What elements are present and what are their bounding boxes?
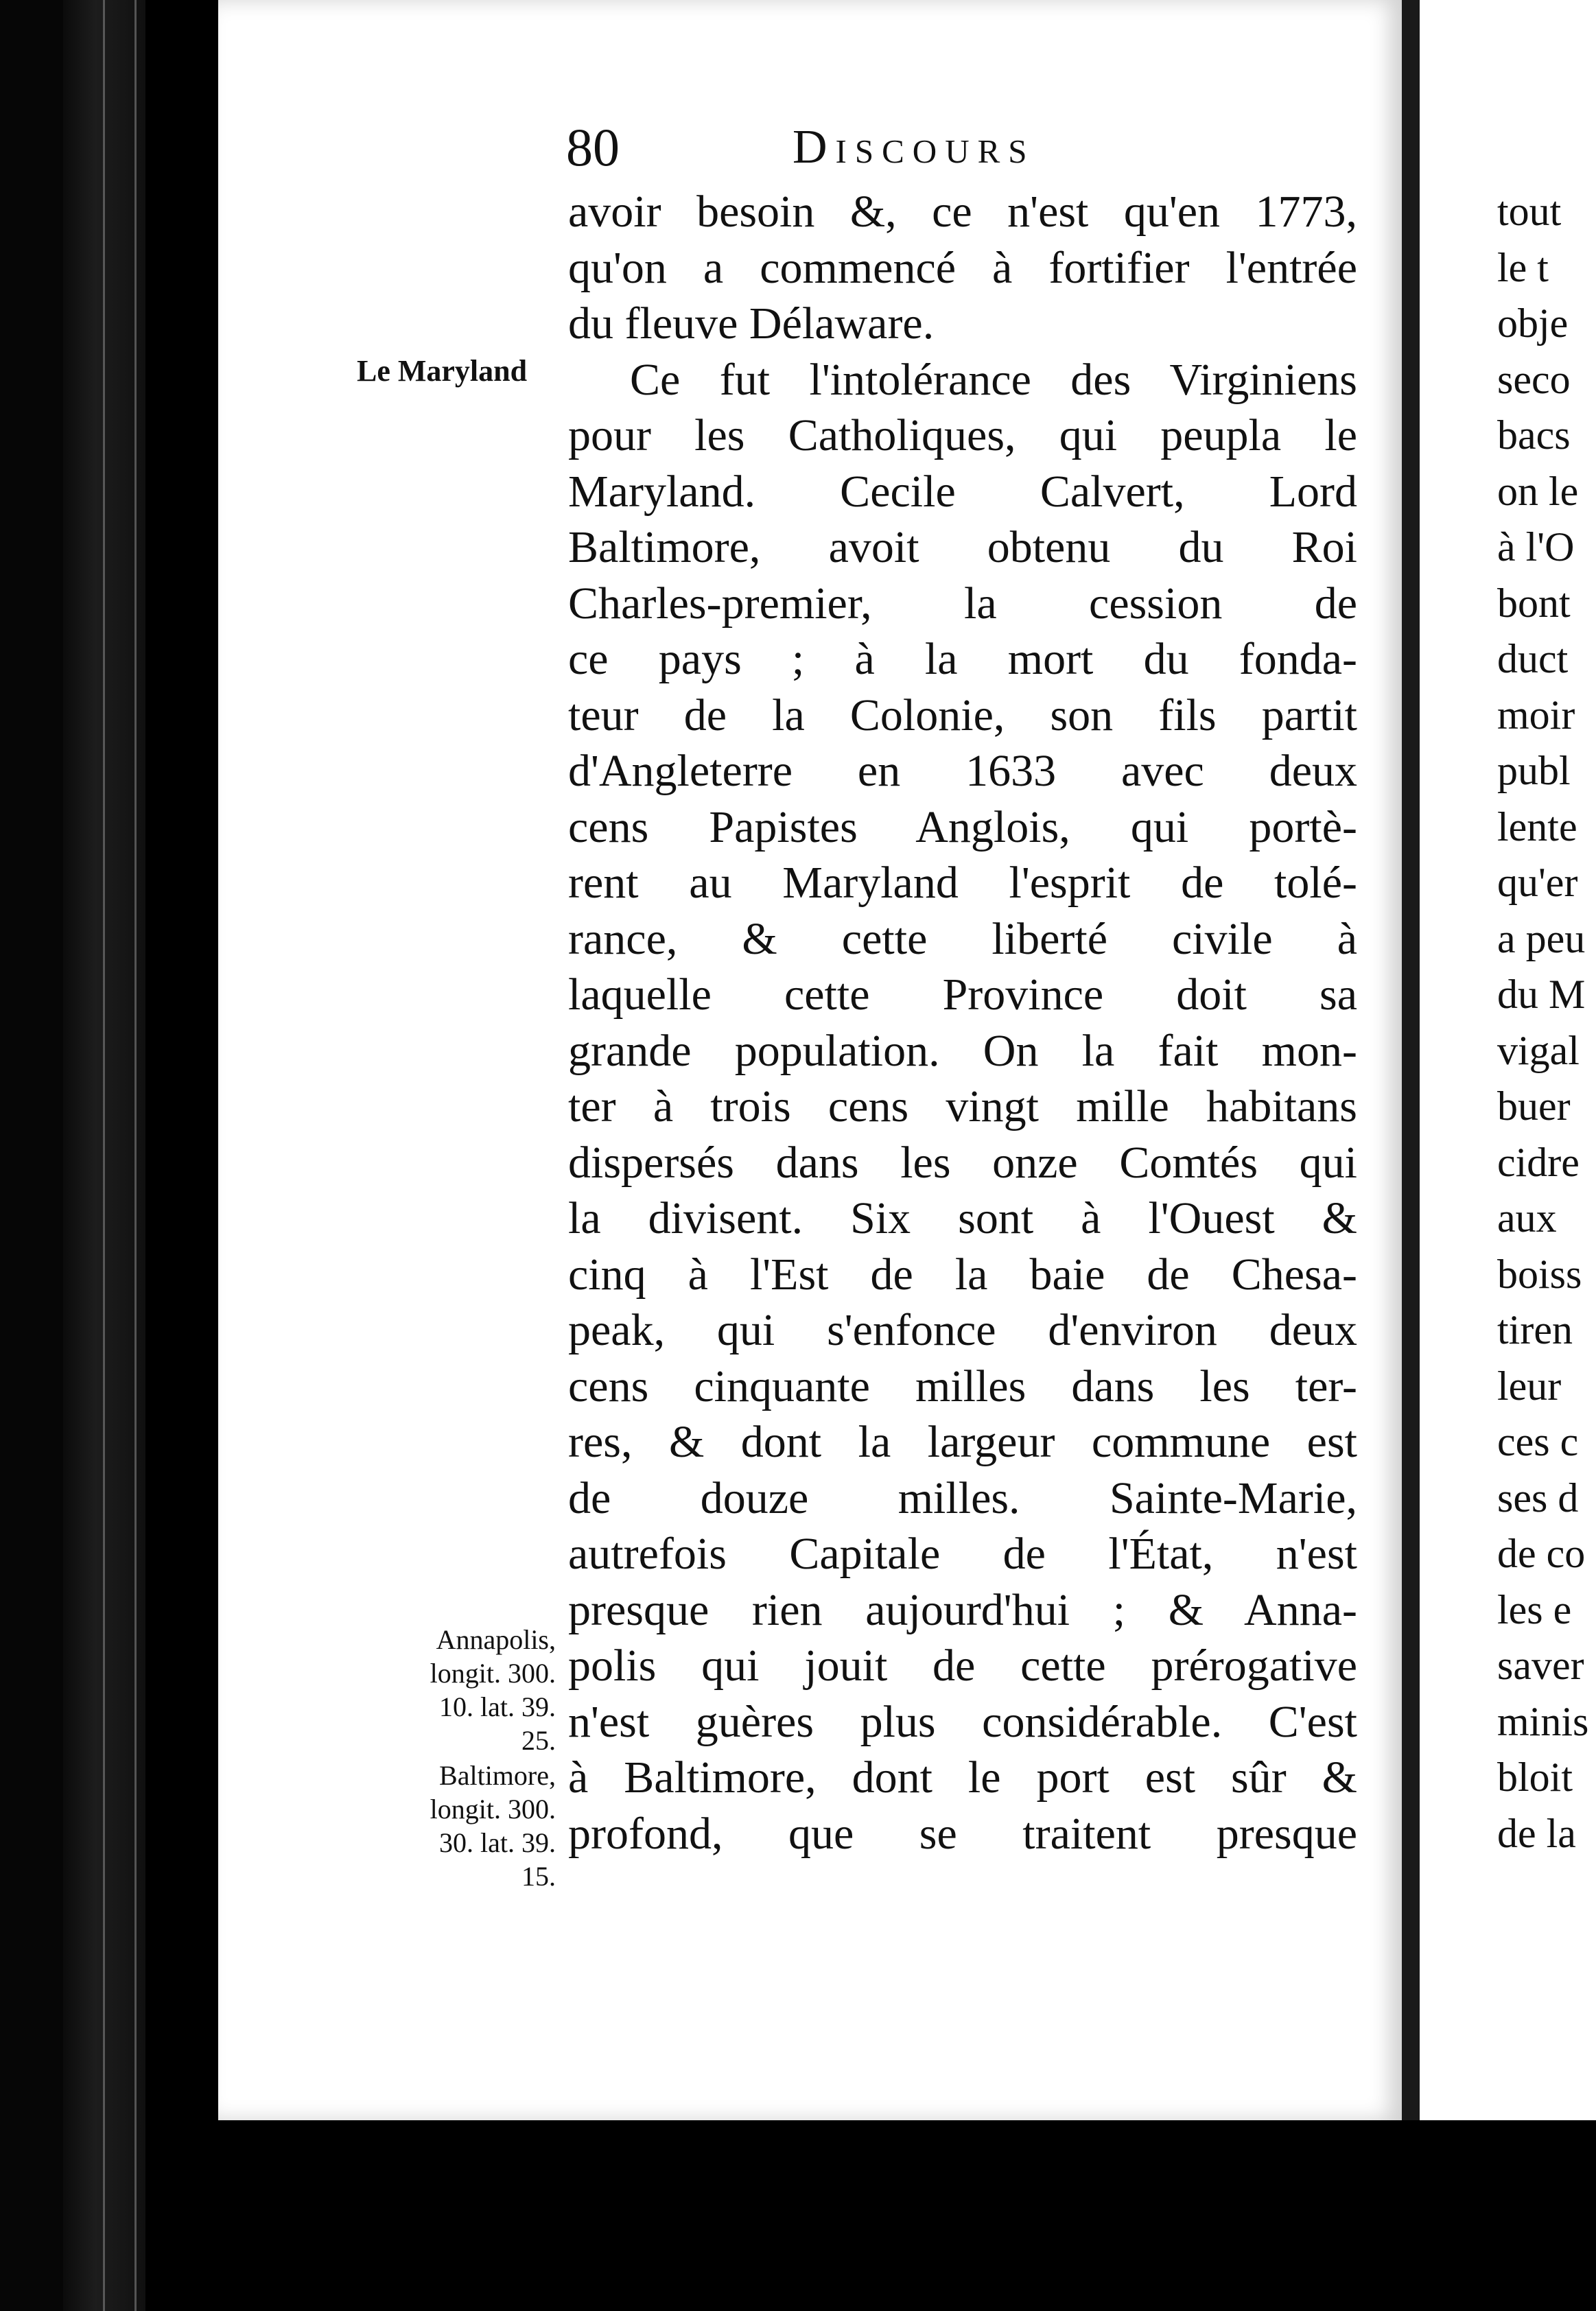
- facing-line: boiss: [1497, 1251, 1582, 1297]
- scan-background: [218, 2120, 1596, 2311]
- text-line: res, & dont la largeur commune est: [568, 1417, 1357, 1467]
- margin-note-line: Baltimore,: [439, 1760, 556, 1791]
- text-line: cinq à l'Est de la baie de Chesa-: [568, 1249, 1357, 1300]
- text-line: cens Papistes Anglois, qui portè-: [568, 801, 1357, 852]
- facing-line: tiren: [1497, 1307, 1573, 1352]
- facing-line: lente: [1497, 803, 1577, 849]
- text-line: pour les Catholiques, qui peupla le: [568, 410, 1357, 460]
- facing-line: qu'er: [1497, 860, 1578, 905]
- text-line: à Baltimore, dont le port est sûr &: [568, 1752, 1357, 1803]
- page-gutter: [1402, 0, 1420, 2120]
- margin-note-line: Annapolis,: [436, 1624, 556, 1655]
- facing-line: on le: [1497, 468, 1579, 514]
- text-line: n'est guères plus considérable. C'est: [568, 1696, 1357, 1747]
- text-line: avoir besoin &, ce n'est qu'en 1773,: [568, 187, 1357, 237]
- margin-note-line: 25.: [521, 1725, 556, 1756]
- facing-line: bont: [1497, 580, 1571, 626]
- facing-line: du M: [1497, 972, 1586, 1017]
- facing-line: bloit: [1497, 1755, 1573, 1800]
- margin-note-line: 30. lat. 39.: [439, 1827, 556, 1858]
- facing-line: minis: [1497, 1698, 1589, 1744]
- text-line: Ce fut l'intolérance des Virginiens: [630, 354, 1357, 405]
- facing-line: obje: [1497, 301, 1569, 346]
- body-text: [568, 184, 1357, 1862]
- facing-line: les e: [1497, 1586, 1572, 1632]
- margin-note-line: 15.: [521, 1861, 556, 1892]
- text-line: polis qui jouit de cette prérogative: [568, 1641, 1357, 1691]
- facing-line: de co: [1497, 1531, 1586, 1576]
- text-line: d'Angleterre en 1633 avec deux: [568, 746, 1357, 796]
- margin-note-baltimore: [350, 1759, 556, 1893]
- text-line: autrefois Capitale de l'État, n'est: [568, 1529, 1357, 1579]
- facing-line: de la: [1497, 1810, 1576, 1856]
- text-line: profond, que se traitent presque: [568, 1808, 1357, 1859]
- text-line: ter à trois cens vingt mille habitans: [568, 1081, 1357, 1131]
- facing-line: tout: [1497, 189, 1562, 234]
- margin-note-maryland: Le Maryland: [357, 354, 528, 388]
- facing-line: duct: [1497, 636, 1569, 681]
- facing-line: à l'O: [1497, 524, 1575, 570]
- text-line: laquelle cette Province doit sa: [568, 970, 1357, 1020]
- text-line: Maryland. Cecile Calvert, Lord: [568, 466, 1357, 517]
- margin-note-line: 10. lat. 39.: [439, 1691, 556, 1722]
- facing-line: cidre: [1497, 1139, 1580, 1185]
- facing-line: ses d: [1497, 1475, 1579, 1521]
- text-line: teur de la Colonie, son fils partit: [568, 690, 1357, 740]
- facing-line: aux: [1497, 1195, 1557, 1241]
- running-head: [566, 113, 1115, 182]
- facing-line: saver: [1497, 1643, 1584, 1688]
- facing-line: moir: [1497, 692, 1575, 738]
- facing-line: bacs: [1497, 412, 1571, 458]
- text-line: cens cinquante milles dans les ter-: [568, 1361, 1357, 1411]
- page-edge-line: [134, 0, 137, 2311]
- text-line: du fleuve Délaware.: [568, 298, 935, 349]
- text-line: ce pays ; à la mort du fonda-: [568, 634, 1357, 684]
- facing-line: a peu: [1497, 915, 1586, 961]
- facing-line: leur: [1497, 1363, 1562, 1409]
- text-line: Charles-premier, la cession de: [568, 578, 1357, 629]
- margin-note-line: longit. 300.: [430, 1794, 556, 1825]
- text-line: Baltimore, avoit obtenu du Roi: [568, 522, 1357, 572]
- margin-note-annapolis: [350, 1623, 556, 1757]
- text-line: peak, qui s'enfonce d'environ deux: [568, 1305, 1357, 1355]
- text-line: la divisent. Six sont à l'Ouest &: [568, 1193, 1357, 1243]
- text-line: rance, & cette liberté civile à: [568, 913, 1357, 964]
- facing-line: vigal: [1497, 1027, 1580, 1073]
- page-heading: Discours: [793, 121, 1035, 174]
- facing-line: seco: [1497, 356, 1571, 402]
- text-line: presque rien aujourd'hui ; & Anna-: [568, 1584, 1357, 1635]
- text-line: grande population. On la fait mon-: [568, 1025, 1357, 1076]
- page-edge-line: [103, 0, 105, 2311]
- facing-page-text: [1497, 184, 1596, 1862]
- facing-line: ces c: [1497, 1419, 1579, 1464]
- page-number: 80: [566, 117, 620, 177]
- text-line: dispersés dans les onze Comtés qui: [568, 1137, 1357, 1188]
- book-binding: [0, 0, 63, 2311]
- facing-line: buer: [1497, 1083, 1571, 1129]
- facing-line: le t: [1497, 244, 1549, 290]
- text-line: de douze milles. Sainte-Marie,: [568, 1473, 1357, 1523]
- text-line: qu'on a commencé à fortifier l'entrée: [568, 242, 1357, 293]
- facing-line: publ: [1497, 748, 1571, 793]
- margin-note-line: longit. 300.: [430, 1658, 556, 1689]
- text-line: rent au Maryland l'esprit de tolé-: [568, 858, 1357, 908]
